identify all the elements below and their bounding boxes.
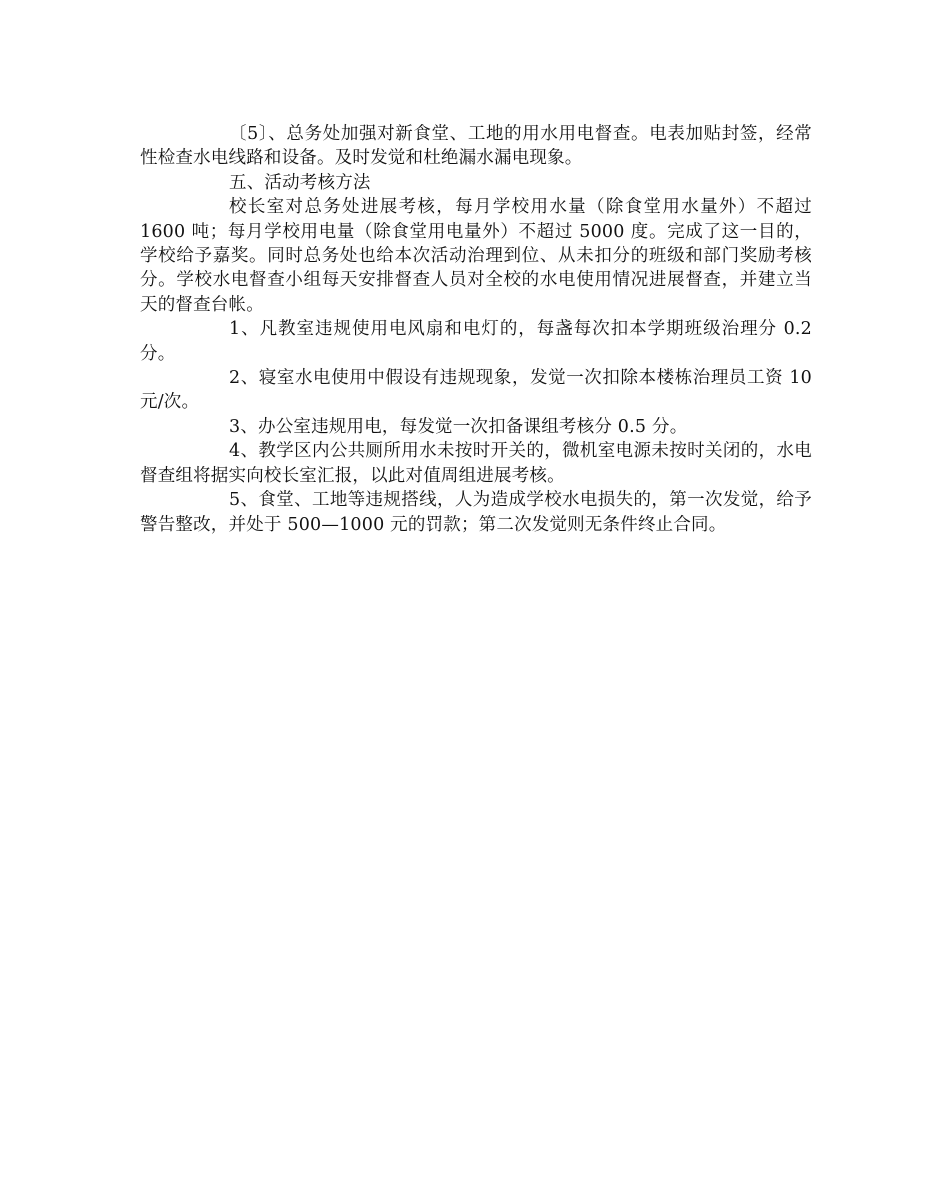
rule-item-4-teaching-area: 4、教学区内公共厕所用水未按时开关的，微机室电源未按时关闭的，水电督查组将据实向校长室汇报，以此对值周组进展考核。 bbox=[140, 441, 812, 486]
rule-item-2-dormitory: 2、寝室水电使用中假设有违规现象，发觉一次扣除本楼栋治理员工资 10 元/次。 bbox=[140, 368, 812, 413]
paragraph-item-5-supervision: 〔5〕、总务处加强对新食堂、工地的用水用电督查。电表加贴封签，经常性检查水电线路和设备。及时发觉和杜绝漏水漏电现象。 bbox=[140, 124, 812, 169]
rule-item-1-classroom: 1、凡教室违规使用电风扇和电灯的，每盏每次扣本学期班级治理分 0.2 分。 bbox=[140, 319, 812, 364]
document-body bbox=[140, 122, 812, 537]
rule-item-5-canteen-site: 5、食堂、工地等违规搭线，人为造成学校水电损失的，第一次发觉，给予警告整改，并处于 500—1000 元的罚款；第二次发觉则无条件终止合同。 bbox=[140, 490, 812, 535]
rule-item-3-office: 3、办公室违规用电，每发觉一次扣备课组考核分 0.5 分。 bbox=[229, 416, 688, 437]
paragraph-assessment-overview: 校长室对总务处进展考核，每月学校用水量（除食堂用水量外）不超过 1600 吨；每月学校用电量（除食堂用电量外）不超过 5000 度。完成了这一目的，学校给予嘉奖。同时总务处也给本次活动治理到位、从未扣分的班级和部门奖励考核分。学校水电督查小组每天安排督查人员对全校的水电使用情况进展督查，并建立当天的督查台帐。 bbox=[140, 197, 812, 315]
section-heading-assessment-method: 五、活动考核方法 bbox=[229, 172, 371, 193]
